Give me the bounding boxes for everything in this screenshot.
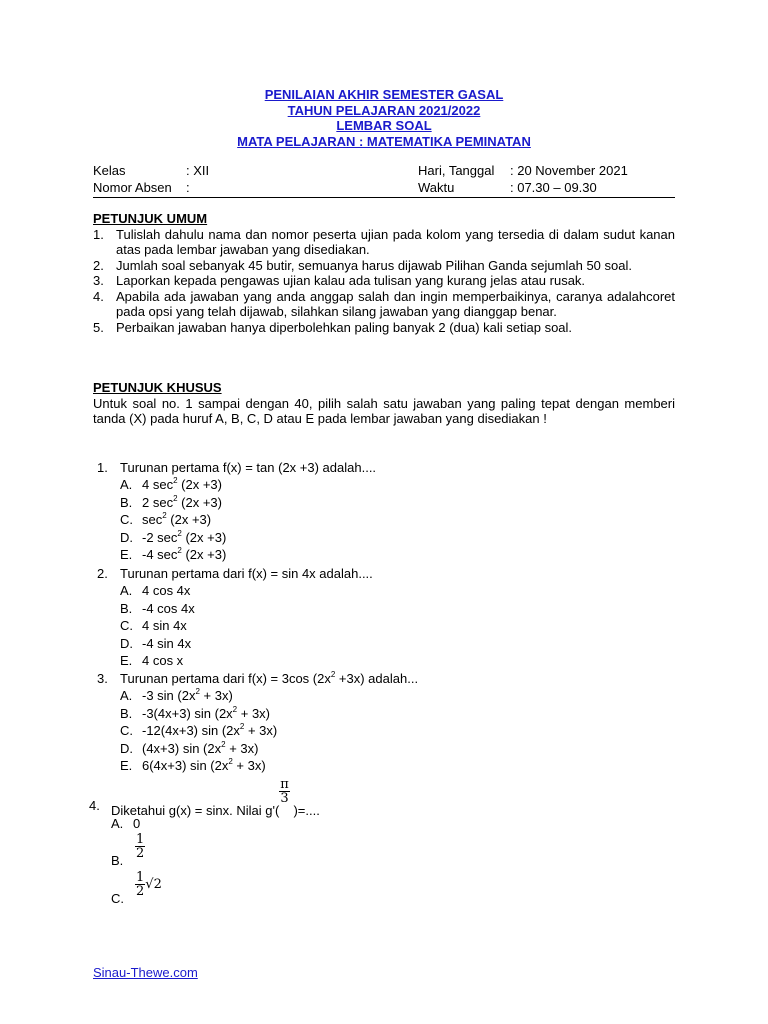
title-line-2: TAHUN PELAJARAN 2021/2022 — [287, 102, 481, 118]
absen-value: : — [186, 179, 190, 195]
question-number: 2. — [97, 566, 108, 581]
question-number: 3. — [97, 671, 108, 686]
tanggal-label: Hari, Tanggal — [418, 163, 495, 178]
kelas-value: : XII — [186, 163, 210, 178]
question-text: Turunan pertama dari f(x) = 3cos $(2x^2 +3x)$ adalah... — [120, 670, 419, 686]
tanggal-value: : 20 November 2021 — [510, 163, 628, 178]
kelas-label: Kelas — [93, 163, 126, 178]
title-line-4: MATA PELAJARAN : MATEMATIKA PEMINATAN — [237, 133, 531, 149]
title-line-3: LEMBAR SOAL — [336, 118, 432, 133]
general-instructions — [93, 211, 675, 335]
special-text: Untuk soal no. 1 sampai dengan 40, pilih salah satu jawaban yang paling tepat dengan memberi tanda (X) pada huruf A, B, C, D atau E pada lembar jawaban yang disediakan ! — [93, 395, 675, 426]
instruction-item: 4. Apabila ada jawaban yang anda anggap salah dan ingin memperbaikinya, caranya adalahcoret pada opsi yang telah dijawab, silahkan silang jawaban yang dianggap benar. — [93, 288, 675, 319]
absen-label: Nomor Absen — [93, 179, 172, 195]
exam-title — [93, 87, 675, 149]
special-instructions — [93, 380, 675, 427]
footer-link[interactable]: Sinau-Thewe.com — [93, 965, 198, 980]
instruction-item: 5. Perbaikan jawaban hanya diperbolehkan paling banyak 2 (dua) kali setiap soal. — [93, 319, 573, 335]
half-fraction: $\frac{1}{2}$ — [136, 832, 145, 861]
exam-info — [93, 163, 675, 198]
question-4: 4. Diketahui g(x) = sinx. Nilai g'( $\frac{\pi}{3}$ )=.... A. 0 B. $\frac{1}{2}$ C. $\frac{1}{2}$ √2 — [89, 777, 320, 906]
question-number: 4. — [89, 798, 100, 813]
instruction-item: 2. Jumlah soal sebanyak 45 butir, semuanya harus dijawab Pilihan Ganda sejumlah 50 soal. — [93, 257, 632, 273]
instruction-item: 3. Laporkan kepada pengawas ujian kalau ada tulisan yang kurang jelas atau rusak. — [93, 273, 586, 288]
title-line-1: PENILAIAN AKHIR SEMESTER GASAL — [264, 87, 504, 102]
exam-page: PENILAIAN AKHIR SEMESTER GASAL TAHUN PELAJARAN 2021/2022 LEMBAR SOAL MATA PELAJARAN : MATEMATIKA PEMINATAN Kelas : XII Hari, Tanggal : 20 November 2021 Nomor Absen : Waktu : 07.30 – 09.30 PETUNJUK UMUM 1. Tulislah dahulu nama dan nomor peserta ujian pada kolom yang tersedia di dalam sudut kanan atas pada lembar jawaban yang disediakan. 2. Jumlah soal sebanyak 45 butir, semuanya harus dijawab Pilihan Ganda sejumlah 50 soal. 3. Laporkan kepada pengawas ujian kalau ada tulisan yang kurang jelas atau rusak. 4. Apabila ada jawaban yang anda anggap salah dan ingin memperbaikinya, caranya adalahcoret pada opsi yang telah dijawab, silahkan silang jawaban yang dianggap benar. 5. Perbaikan jawaban hanya diperbolehkan paling banyak 2 (dua) kali setiap soal. PETUNJUK KHUSUS Untuk soal no. 1 sampai dengan 40, pilih salah satu jawaban yang paling tepat dengan memberi tanda (X) pada huruf A, B, C, D atau E pada lembar jawaban yang disediakan ! 1. Turunan pertama f(x) = tan (2x +3) adalah.... A. 4 $\sec^2 (2x +3)$ B. 2 $\sec^2 (2x +3)$ C. $\sec^2 (2x +3)$ D. -2 $\sec^2 (2x +3)$ E. -4 $\sec^2 (2x +3)$ 2. Turunan pertama dari f(x) = sin 4x adalah.... A. 4 cos 4x B. -4 cos 4x C. 4 sin 4x D. -4 sin 4x E. 4 cos x 3. Turunan pertama dari f(x) = 3cos $(2x^2 +3x)$ adalah... A. -3 $\sin (2x^2 + 3x)$ B. -3(4x+3) $\sin (2x^2 + 3x)$ C. -12(4x+3) $\sin (2x^2 + 3x)$ D. (4x+3) $\sin (2x^2 + 3x)$ E. 6(4x+3) $\sin (2x^2 + 3x)$ 4. Diketahui g(x) = sinx. Nilai g'( $\frac{\pi}{3}$ )=.... A. 0 B. $\frac{1}{2}$ C. $\frac{1}{2}$ √2 Sinau-Thewe.com — [89, 87, 675, 980]
waktu-value: : 07.30 – 09.30 — [510, 179, 597, 195]
pi-over-3-fraction: $\frac{\pi}{3}$ — [280, 777, 289, 806]
question-text: Turunan pertama f(x) = tan (2x +3) adalah.... — [120, 460, 377, 475]
instruction-item: 1. Tulislah dahulu nama dan nomor peserta ujian pada kolom yang tersedia di dalam sudut kanan atas pada lembar jawaban yang disediakan. — [93, 226, 675, 257]
question-text: Turunan pertama dari f(x) = sin 4x adalah.... — [120, 566, 373, 581]
general-heading: PETUNJUK UMUM — [93, 211, 208, 226]
waktu-label: Waktu — [418, 179, 455, 195]
half-fraction: $\frac{1}{2}$ — [136, 870, 145, 899]
question-number: 1. — [97, 460, 108, 475]
sqrt-two: √2 — [145, 877, 162, 892]
special-heading: PETUNJUK KHUSUS — [93, 380, 222, 395]
question-text: Diketahui g(x) = sinx. Nilai g'( $\frac{\pi}{3}$ )=.... — [111, 777, 320, 818]
